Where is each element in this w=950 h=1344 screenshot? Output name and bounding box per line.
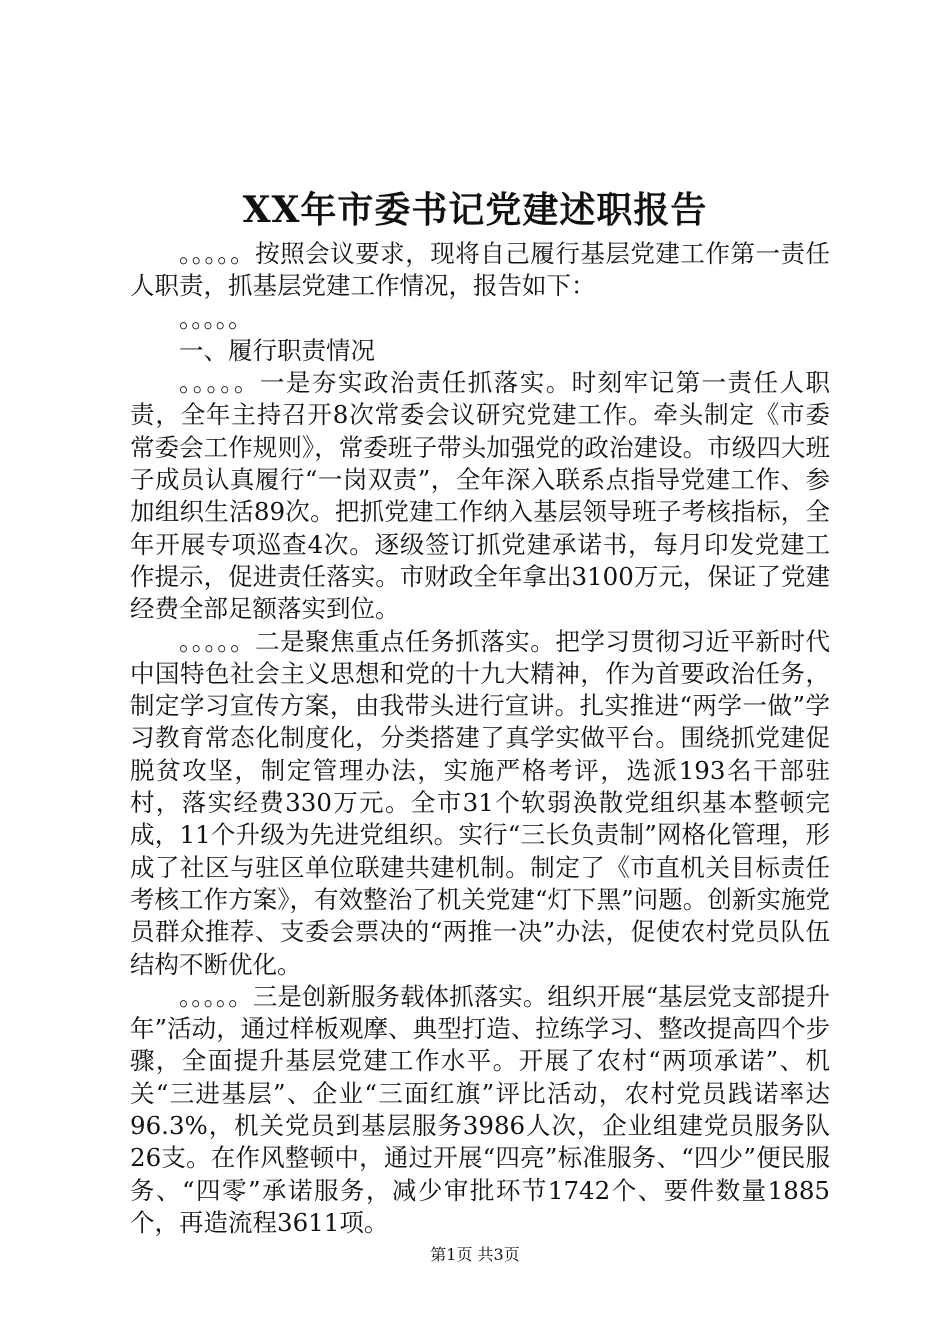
page-number-footer: 第1页 共3页	[430, 1245, 520, 1264]
paragraph-point-3: 。。。。。三是创新服务载体抓落实。组织开展“基层党支部提升年”活动，通过样板观摩、典型打造、拉练学习、整改提高四个步骤，全面提升基层党建工作水平。开展了农村“两项承诺”、机关“三进基层”、企业“三面红旗”评比活动，农村党员践诺率达96.3%，机关党员到基层服务3986人次，企业组建党员服务队26支。在作风整顿中，通过开展“四亮”标准服务、“四少”便民服务、“四零”承诺服务，减少审批环节1742个、要件数量1885个，再造流程3611项。	[130, 981, 830, 1237]
paragraph-placeholder: 。。。。。	[179, 303, 253, 333]
document-title: XX年市委书记党建述职报告	[242, 189, 708, 231]
document-body	[130, 238, 830, 1239]
paragraph-intro: 。。。。。按照会议要求，现将自己履行基层党建工作第一责任人职责，抓基层党建工作情况，报告如下：	[130, 239, 830, 301]
paragraph-point-1: 。。。。。一是夯实政治责任抓落实。时刻牢记第一责任人职责，全年主持召开8次常委会议研究党建工作。牵头制定《市委常委会工作规则》，常委班子带头加强党的政治建设。市级四大班子成员认真履行“一岗双责”，全年深入联系点指导党建工作、参加组织生活89次。把抓党建工作纳入基层领导班子考核指标，全年开展专项巡查4次。逐级签订抓党建承诺书，每月印发党建工作提示，促进责任落实。市财政全年拿出3100万元，保证了党建经费全部足额落实到位。	[130, 368, 830, 624]
paragraph-point-2: 。。。。。二是聚焦重点任务抓落实。把学习贯彻习近平新时代中国特色社会主义思想和党的十九大精神，作为首要政治任务，制定学习宣传方案，由我带头进行宣讲。扎实推进“两学一做”学习教育常态化制度化，分类搭建了真学实做平台。围绕抓党建促脱贫攻坚，制定管理办法，实施严格考评，选派193名干部驻村，落实经费330万元。全市31个软弱涣散党组织基本整顿完成，11个升级为先进党组织。实行“三长负责制”网格化管理，形成了社区与驻区单位联建共建机制。制定了《市直机关目标责任考核工作方案》，有效整治了机关党建“灯下黑”问题。创新实施党员群众推荐、支委会票决的“两推一决”办法，促使农村党员队伍结构不断优化。	[130, 626, 830, 979]
section-heading: 一、履行职责情况	[179, 335, 375, 365]
